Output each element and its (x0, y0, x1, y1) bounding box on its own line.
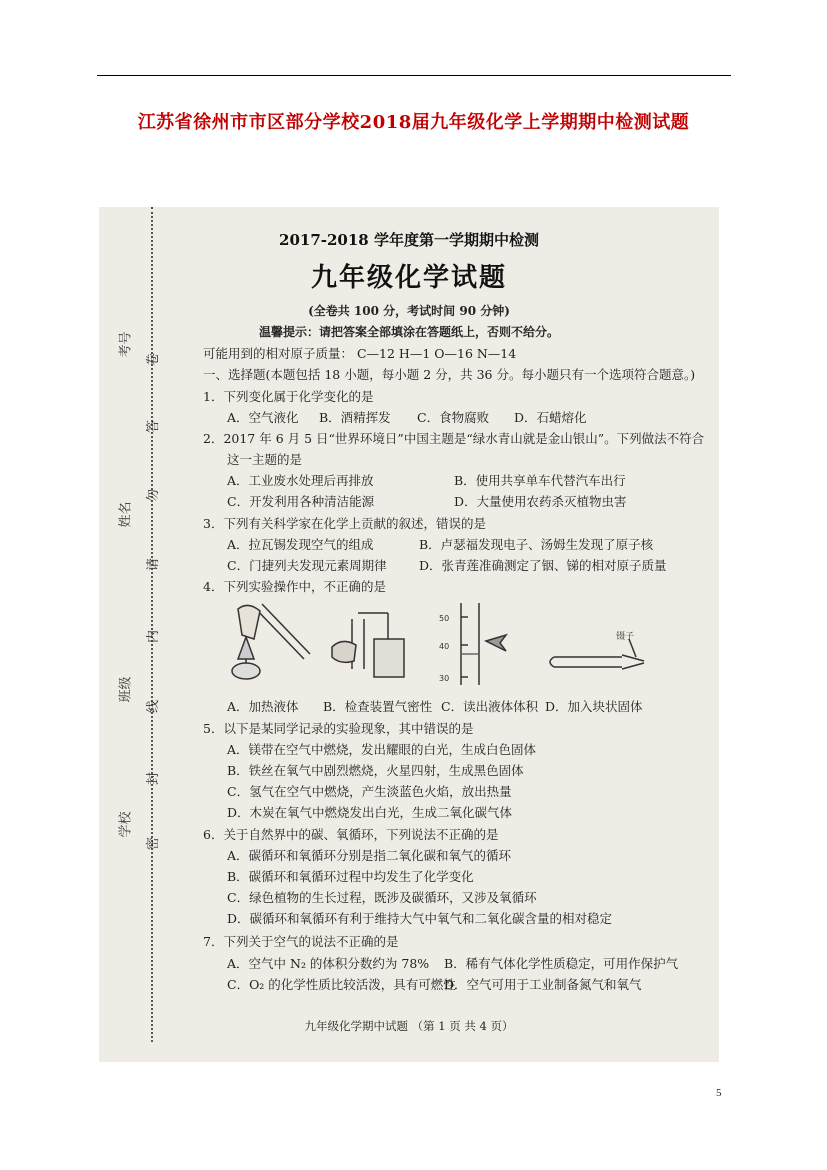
question-5-option-c: C．氢气在空气中燃烧，产生淡蓝色火焰，放出热量 (227, 784, 512, 799)
exam-tip: 温馨提示：请把答案全部填涂在答题纸上，否则不给分。 (258, 325, 559, 339)
question-1-option-b: B．酒精挥发 (319, 410, 391, 425)
exam-subtitle: (全卷共 100 分，考试时间 90 分钟) (308, 304, 510, 318)
question-3-option-b: B．卢瑟福发现电子、汤姆生发现了原子核 (419, 537, 654, 552)
page-number: 5 (716, 1087, 722, 1099)
seal-char: 答 (146, 419, 162, 434)
question-4-option-a: A．加热液体 (227, 699, 299, 714)
seal-char: 卷 (146, 352, 162, 367)
question-5-stem: 5．以下是某同学记录的实验现象，其中错误的是 (203, 721, 474, 736)
question-1-option-c: C．食物腐败 (417, 410, 490, 425)
seal-char: 密 (146, 836, 162, 851)
question-2-option-c: C．开发利用各种清洁能源 (227, 494, 375, 509)
seal-char: 线 (146, 699, 162, 714)
question-4-option-d: D．加入块状固体 (545, 699, 643, 714)
question-2-stem-cont: 这一主题的是 (227, 452, 303, 467)
scanned-exam-page (99, 207, 719, 1062)
seal-char: 封 (146, 771, 162, 786)
margin-label-name: 姓名 (118, 501, 134, 528)
question-5-option-a: A．镁带在空气中燃烧，发出耀眼的白光，生成白色固体 (227, 742, 537, 757)
question-1-option-d: D．石蜡熔化 (514, 410, 587, 425)
question-2-stem: 2．2017 年 6 月 5 日“世界环境日”中国主题是“绿水青山就是金山银山”。下列做法不符合 (203, 431, 705, 446)
question-6-option-d: D．碳循环和氧循环有利于维持大气中氧气和二氧化碳含量的相对稳定 (227, 911, 613, 926)
margin-label-exam-number: 考号 (118, 331, 134, 358)
exam-title: 九年级化学试题 (310, 263, 507, 293)
tweezers-label: 镊子 (616, 632, 635, 642)
question-7-option-c: C．O₂ 的化学性质比较活泼，具有可燃性 (227, 977, 456, 992)
question-5-option-b: B．铁丝在氧气中剧烈燃烧，火星四射，生成黑色固体 (227, 763, 524, 778)
section-heading: 一、选择题(本题包括 18 小题，每小题 2 分，共 36 分。每小题只有一个选项符合题意。) (203, 367, 696, 382)
question-1-option-a: A．空气液化 (227, 410, 299, 425)
cylinder-tick-40: 40 (439, 642, 450, 651)
question-2-option-a: A．工业废水处理后再排放 (227, 473, 374, 488)
question-7-option-d: D．空气可用于工业制备氮气和氧气 (444, 977, 642, 992)
question-4-figures (224, 599, 674, 689)
question-7-option-a: A．空气中 N₂ 的体积分数约为 78% (227, 956, 430, 971)
atomic-mass-line: 可能用到的相对原子质量： C—12 H—1 O—16 N—14 (203, 346, 517, 361)
exam-header: 2017-2018 学年度第一学期期中检测 (279, 231, 539, 249)
document-heading: 江苏省徐州市市区部分学校2018届九年级化学上学期期中检测试题 (137, 112, 690, 133)
top-rule (97, 75, 731, 76)
question-5-option-d: D．木炭在氧气中燃烧发出白光，生成二氧化碳气体 (227, 805, 513, 820)
question-3-option-d: D．张青莲准确测定了铟、锑的相对原子质量 (419, 558, 667, 573)
question-1-stem: 1．下列变化属于化学变化的是 (203, 389, 374, 404)
seal-char: 内 (146, 629, 162, 644)
figure-airtightness (332, 613, 404, 677)
question-3-option-c: C．门捷列夫发现元素周期律 (227, 558, 387, 573)
question-7-stem: 7．下列关于空气的说法不正确的是 (203, 934, 399, 949)
margin-label-class: 班级 (118, 676, 134, 703)
exam-page-footer: 九年级化学期中试题 （第 1 页 共 4 页） (304, 1019, 514, 1033)
question-4-option-c: C．读出液体体积 (441, 699, 539, 714)
cylinder-tick-50: 50 (439, 614, 450, 623)
seal-char: 勿 (146, 488, 162, 503)
margin-label-school: 学校 (118, 811, 134, 838)
question-4-stem: 4．下列实验操作中，不正确的是 (203, 579, 386, 594)
question-6-option-a: A．碳循环和氧循环分别是指二氧化碳和氧气的循环 (227, 848, 512, 863)
cylinder-tick-30: 30 (439, 674, 450, 683)
figure-test-tube (550, 639, 644, 669)
question-3-stem: 3．下列有关科学家在化学上贡献的叙述，错误的是 (203, 516, 486, 531)
question-6-stem: 6．关于自然界中的碳、氧循环，下列说法不正确的是 (203, 827, 499, 842)
question-7-option-b: B．稀有气体化学性质稳定，可用作保护气 (444, 956, 679, 971)
question-2-option-b: B．使用共享单车代替汽车出行 (454, 473, 626, 488)
question-6-option-c: C．绿色植物的生长过程，既涉及碳循环，又涉及氧循环 (227, 890, 537, 905)
question-4-option-b: B．检查装置气密性 (323, 699, 433, 714)
seal-char: 请 (146, 557, 162, 572)
question-2-option-d: D．大量使用农药杀灭植物虫害 (454, 494, 627, 509)
figure-heating-liquid (232, 604, 310, 679)
figure-graduated-cylinder (461, 603, 506, 685)
question-3-option-a: A．拉瓦锡发现空气的组成 (227, 537, 374, 552)
question-6-option-b: B．碳循环和氧循环过程中均发生了化学变化 (227, 869, 474, 884)
